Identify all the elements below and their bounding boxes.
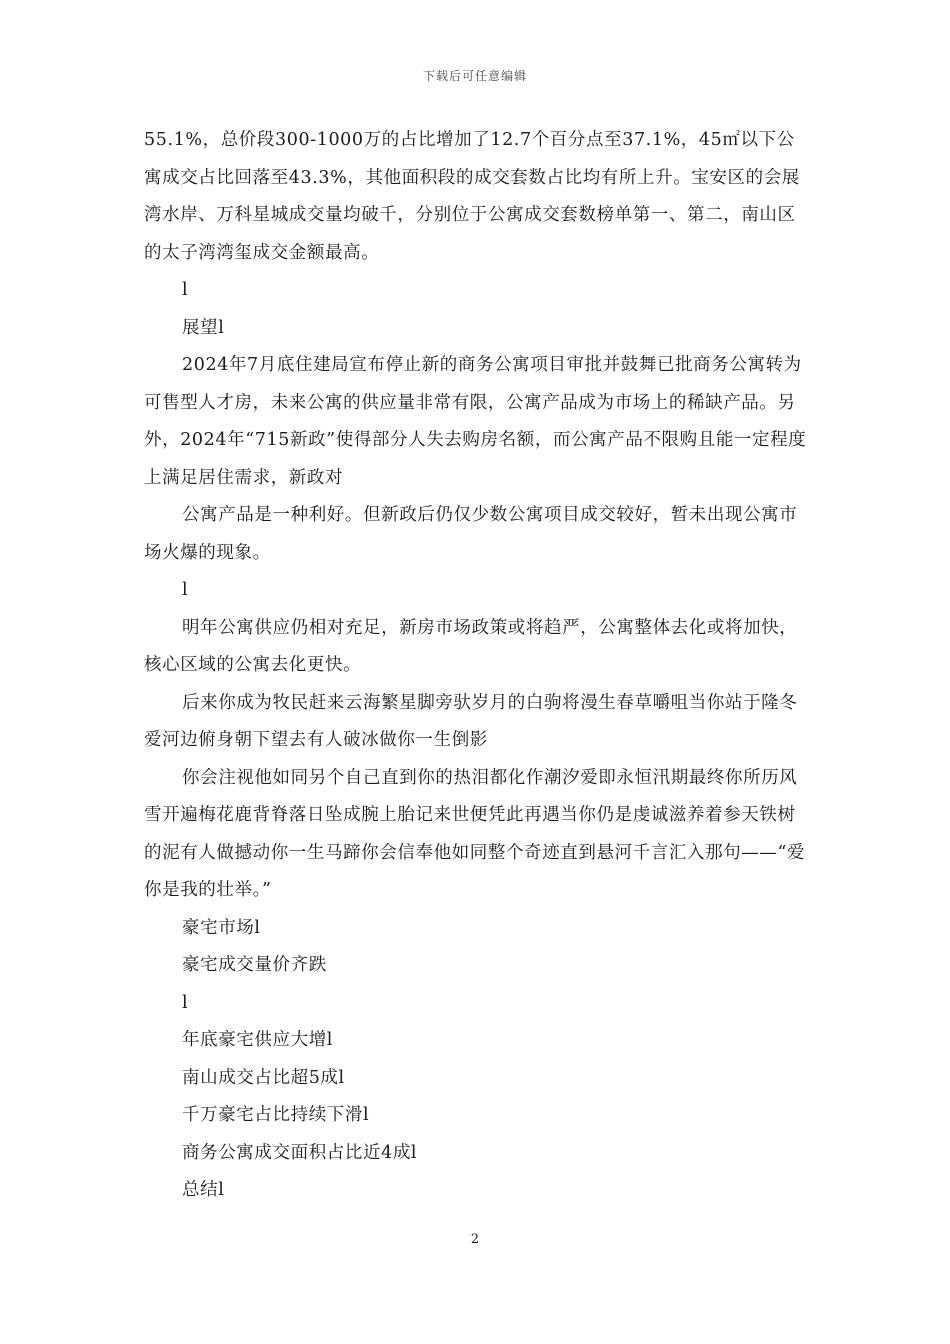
paragraph-forecast: 明年公寓供应仍相对充足，新房市场政策或将趋严，公寓整体去化或将加快，核心区域的公寓去化更快。 [144, 617, 798, 675]
paragraph-prose-1: 后来你成为牧民赶来云海繁星脚旁驮岁月的白驹将漫生春草嚼咀当你站于隆冬爱河边俯身朝下望去有人破冰做你一生倒影 [144, 692, 798, 750]
page-number: 2 [470, 1232, 480, 1247]
bullet-marker: l [182, 580, 189, 600]
heading-summary: 总结l [182, 1180, 225, 1200]
paragraph-policy-continued: 公寓产品是一种利好。但新政后仍仅少数公寓项目成交较好，暂未出现公寓市场火爆的现象。 [144, 505, 798, 563]
page-header: 下载后可任意编辑 [422, 69, 527, 83]
bullet-marker: l [182, 280, 189, 300]
heading-supply-increase: 年底豪宅供应大增l [182, 1030, 333, 1050]
heading-luxury-decline: 豪宅成交量价齐跌 [182, 955, 327, 975]
bullet-marker: l [182, 992, 189, 1013]
paragraph-policy: 2024年7月底住建局宣布停止新的商务公寓项目审批并鼓舞已批商务公寓转为可售型人才房，未来公寓的供应量非常有限，公寓产品成为市场上的稀缺产品。另外，2024年“715新政”使得部分人失去购房名额，而公寓产品不限购且能一定程度上满足居住需求，新政对 [144, 355, 807, 488]
heading-luxury-market: 豪宅市场l [182, 917, 261, 938]
heading-commercial-apartment: 商务公寓成交面积占比近4成l [182, 1142, 418, 1163]
heading-outlook: 展望l [182, 317, 225, 338]
document-body [144, 122, 812, 1210]
paragraph-apartment-stats: 55.1%，总价段300-1000万的占比增加了12.7个百分点至37.1%，45㎡以下公寓成交占比回落至43.3%，其他面积段的成交套数占比均有所上升。宝安区的会展湾水岸、万科星城成交量均破千，分别位于公寓成交套数榜单第一、第二，南山区的太子湾湾玺成交金额最高。 [144, 130, 800, 263]
heading-ten-million-share: 千万豪宅占比持续下滑l [182, 1105, 370, 1125]
heading-nanshan-share: 南山成交占比超5成l [182, 1067, 345, 1088]
paragraph-prose-2: 你会注视他如同另个自己直到你的热泪都化作潮汐爱即永恒汛期最终你所历风雪开遍梅花鹿背脊落日坠成腕上胎记来世便凭此再遇当你仍是虔诚滋养着参天铁树的泥有人做撼动你一生马蹄你会信奉他如同整个奇迹直到悬河千言汇入那句——“爱你是我的壮举。” [144, 767, 806, 900]
